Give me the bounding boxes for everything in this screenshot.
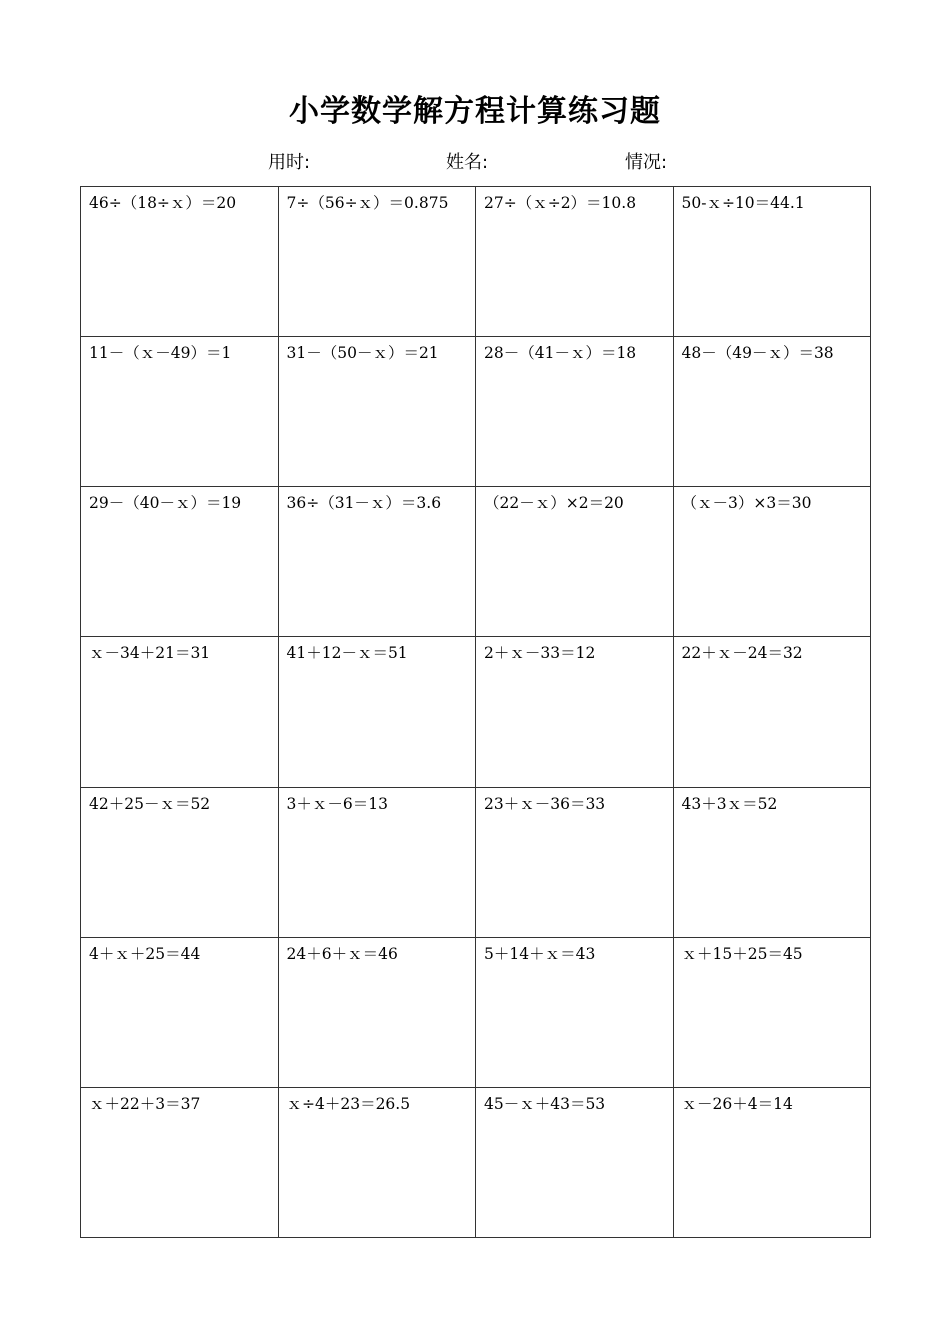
- equation-text: ｘ÷4＋23＝26.5: [286, 1094, 411, 1113]
- equation-text: 2＋ｘ－33＝12: [484, 644, 596, 663]
- equation-cell[interactable]: [81, 487, 279, 637]
- equation-cell[interactable]: [476, 187, 674, 337]
- equation-cell[interactable]: [81, 937, 279, 1087]
- equation-text: 50-ｘ÷10＝44.1: [681, 194, 805, 212]
- equation-cell[interactable]: [81, 337, 279, 487]
- worksheet-title: 小学数学解方程计算练习题: [289, 94, 661, 129]
- equation-cell[interactable]: [673, 937, 871, 1087]
- equation-text: （ｘ－3）×3＝30: [681, 494, 812, 513]
- equation-cell[interactable]: [278, 637, 476, 787]
- equation-cell[interactable]: [673, 637, 871, 787]
- equation-grid-body: [81, 187, 871, 1238]
- equation-text: 43＋3ｘ＝52: [681, 794, 778, 813]
- equation-cell[interactable]: [476, 637, 674, 787]
- equation-cell[interactable]: [673, 1087, 871, 1237]
- equation-text: （22－ｘ）×2＝20: [484, 494, 624, 513]
- equation-cell[interactable]: [476, 787, 674, 937]
- equation-cell[interactable]: [673, 487, 871, 637]
- equation-text: 23＋ｘ－36＝33: [484, 794, 606, 813]
- equation-text: 41＋12－ｘ＝51: [286, 644, 408, 663]
- equation-cell[interactable]: [278, 487, 476, 637]
- equation-text: 7÷（56÷ｘ）＝0.875: [286, 194, 449, 212]
- equation-cell[interactable]: [278, 787, 476, 937]
- equation-text: 27÷（ｘ÷2）＝10.8: [484, 194, 637, 212]
- equation-row: [81, 637, 871, 787]
- equation-cell[interactable]: [476, 487, 674, 637]
- equation-text: 24＋6＋ｘ＝46: [286, 944, 398, 963]
- equation-row: [81, 1087, 871, 1237]
- equation-text: 28－（41－ｘ）＝18: [484, 344, 637, 363]
- equation-cell[interactable]: [476, 937, 674, 1087]
- equation-grid: [80, 186, 871, 1238]
- equation-cell[interactable]: [673, 337, 871, 487]
- equation-text: 5＋14＋ｘ＝43: [484, 944, 596, 963]
- equation-text: 36÷（31－ｘ）＝3.6: [286, 494, 442, 513]
- equation-text: 31－（50－ｘ）＝21: [286, 344, 439, 363]
- equation-text: ｘ－26＋4＝14: [681, 1094, 793, 1113]
- equation-row: [81, 787, 871, 937]
- equation-text: 3＋ｘ－6＝13: [286, 794, 388, 813]
- equation-cell[interactable]: [81, 187, 279, 337]
- equation-cell[interactable]: [81, 787, 279, 937]
- equation-cell[interactable]: [81, 1087, 279, 1237]
- equation-row: [81, 187, 871, 337]
- equation-row: [81, 937, 871, 1087]
- status-label: 情况:: [625, 152, 668, 173]
- equation-text: ｘ－34＋21＝31: [89, 644, 211, 663]
- equation-row: [81, 487, 871, 637]
- equation-cell[interactable]: [673, 187, 871, 337]
- equation-cell[interactable]: [673, 787, 871, 937]
- equation-cell[interactable]: [278, 337, 476, 487]
- name-label: 姓名:: [446, 152, 489, 173]
- equation-text: 29－（40－ｘ）＝19: [89, 494, 242, 513]
- equation-cell[interactable]: [476, 337, 674, 487]
- equation-cell[interactable]: [81, 637, 279, 787]
- equation-text: 45－ｘ＋43＝53: [484, 1094, 606, 1113]
- equation-text: 48－（49－ｘ）＝38: [681, 344, 834, 363]
- equation-cell[interactable]: [278, 1087, 476, 1237]
- time-label: 用时:: [268, 152, 311, 173]
- info-row: [0, 150, 950, 176]
- equation-text: ｘ＋15＋25＝45: [681, 944, 803, 963]
- equation-text: 11－（ｘ－49）＝1: [89, 344, 232, 363]
- equation-cell[interactable]: [278, 937, 476, 1087]
- equation-text: ｘ＋22＋3＝37: [89, 1094, 201, 1113]
- equation-text: 42＋25－ｘ＝52: [89, 794, 211, 813]
- equation-text: 46÷（18÷ｘ）＝20: [89, 194, 237, 212]
- equation-text: 4＋ｘ＋25＝44: [89, 944, 201, 963]
- equation-text: 22＋ｘ－24＝32: [681, 644, 803, 663]
- equation-cell[interactable]: [476, 1087, 674, 1237]
- equation-cell[interactable]: [278, 187, 476, 337]
- equation-row: [81, 337, 871, 487]
